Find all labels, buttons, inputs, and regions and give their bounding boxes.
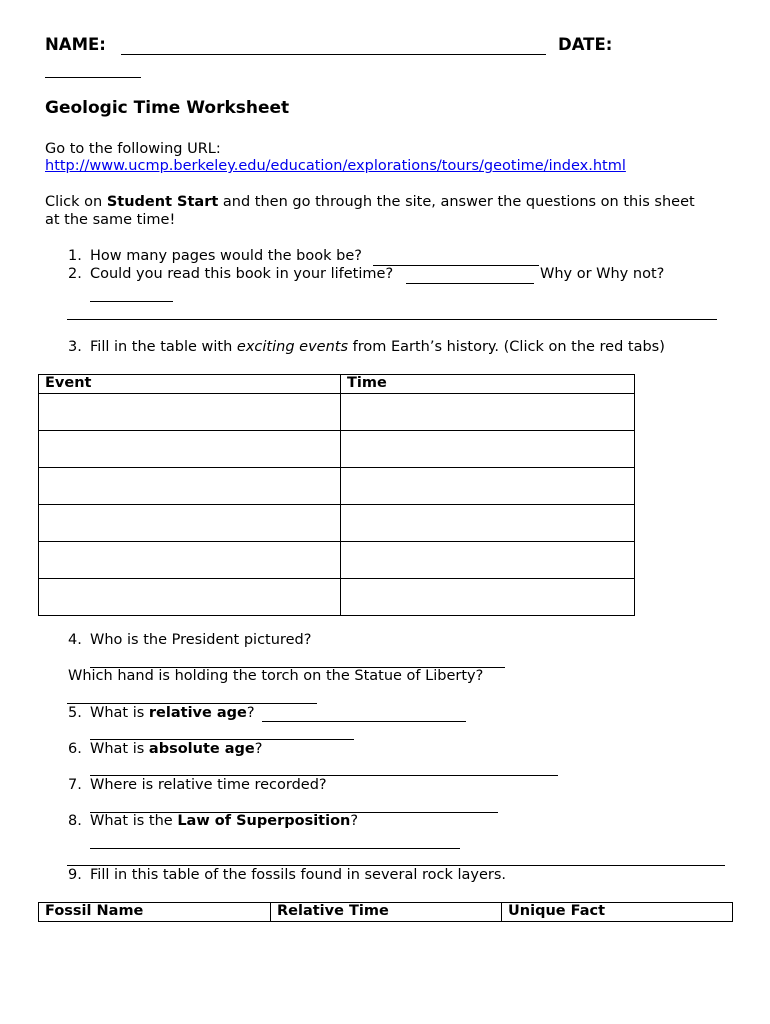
question-1-number: 1. [68, 248, 82, 264]
question-2 [68, 266, 393, 282]
time-cell[interactable] [341, 468, 635, 505]
events-table [38, 374, 635, 616]
instructions-suffix: and then go through the site, answer the questions on this sheet [218, 194, 695, 210]
event-cell[interactable] [39, 394, 341, 431]
question-9-number: 9. [68, 867, 82, 883]
question-4-sub: Which hand is holding the torch on the Statue of Liberty? [68, 668, 484, 684]
answer-5-line[interactable] [90, 739, 354, 740]
answer-8-line[interactable] [90, 848, 460, 849]
date-label: DATE: [558, 35, 613, 54]
question-6-prefix: What is [90, 741, 149, 757]
name-blank[interactable] [121, 54, 546, 55]
event-cell[interactable] [39, 468, 341, 505]
question-3-suffix: from Earth’s history. (Click on the red tabs) [348, 339, 665, 355]
instructions [45, 194, 745, 210]
question-2-text: Could you read this book in your lifetime? [90, 266, 394, 282]
answer-2-why-blank[interactable] [90, 301, 173, 302]
question-9-text: Fill in this table of the fossils found in several rock layers. [90, 867, 506, 883]
question-5-prefix: What is [90, 705, 149, 721]
fossil-table [38, 902, 733, 922]
question-6-number: 6. [68, 741, 82, 757]
question-9 [68, 867, 506, 883]
time-cell[interactable] [341, 542, 635, 579]
events-header-time: Time [341, 375, 635, 394]
question-7-number: 7. [68, 777, 82, 793]
question-4-text: Who is the President pictured? [90, 632, 312, 648]
instructions-prefix: Click on [45, 194, 107, 210]
question-3-number: 3. [68, 339, 82, 355]
date-blank[interactable] [45, 77, 141, 78]
instructions-line2: at the same time! [45, 212, 176, 228]
event-cell[interactable] [39, 542, 341, 579]
answer-8-line-2[interactable] [67, 865, 725, 866]
question-2-tail: Why or Why not? [540, 266, 665, 282]
question-4-number: 4. [68, 632, 82, 648]
goto-text: Go to the following URL: [45, 141, 221, 157]
question-8 [68, 813, 358, 829]
answer-4-sub-blank[interactable] [67, 703, 317, 704]
question-7-text: Where is relative time recorded? [90, 777, 327, 793]
answer-1-blank[interactable] [373, 265, 539, 266]
question-8-prefix: What is the [90, 813, 178, 829]
fossil-header-relative-time: Relative Time [271, 903, 502, 922]
time-cell[interactable] [341, 394, 635, 431]
event-cell[interactable] [39, 505, 341, 542]
student-start-text: Student Start [106, 194, 219, 210]
fossil-header-unique-fact: Unique Fact [502, 903, 733, 922]
question-3-prefix: Fill in the table with [90, 339, 237, 355]
question-1 [68, 248, 362, 264]
question-4 [68, 632, 311, 648]
question-6-suffix: ? [254, 741, 263, 757]
answer-5-blank[interactable] [262, 721, 466, 722]
question-2-number: 2. [68, 266, 82, 282]
answer-2-line[interactable] [67, 319, 717, 320]
geotime-link[interactable]: http://www.ucmp.berkeley.edu/education/explorations/tours/geotime/index.html [45, 158, 626, 174]
event-cell[interactable] [39, 431, 341, 468]
question-6-bold: absolute age [148, 741, 255, 757]
question-6 [68, 741, 262, 757]
question-8-number: 8. [68, 813, 82, 829]
answer-6-line[interactable] [90, 775, 558, 776]
question-5-suffix: ? [246, 705, 255, 721]
time-cell[interactable] [341, 579, 635, 616]
time-cell[interactable] [341, 431, 635, 468]
name-label: NAME: [45, 35, 106, 54]
question-1-text: How many pages would the book be? [90, 248, 362, 264]
question-8-suffix: ? [350, 813, 359, 829]
events-header-event: Event [39, 375, 341, 394]
time-cell[interactable] [341, 505, 635, 542]
fossil-header-name: Fossil Name [39, 903, 271, 922]
question-7 [68, 777, 327, 793]
question-8-bold: Law of Superposition [177, 813, 351, 829]
question-5-bold: relative age [148, 705, 247, 721]
question-5-number: 5. [68, 705, 82, 721]
page-title: Geologic Time Worksheet [45, 98, 290, 118]
event-cell[interactable] [39, 579, 341, 616]
question-3 [68, 339, 665, 355]
question-5 [68, 705, 255, 721]
question-3-italic: exciting events [236, 339, 348, 355]
answer-2-blank[interactable] [406, 283, 534, 284]
